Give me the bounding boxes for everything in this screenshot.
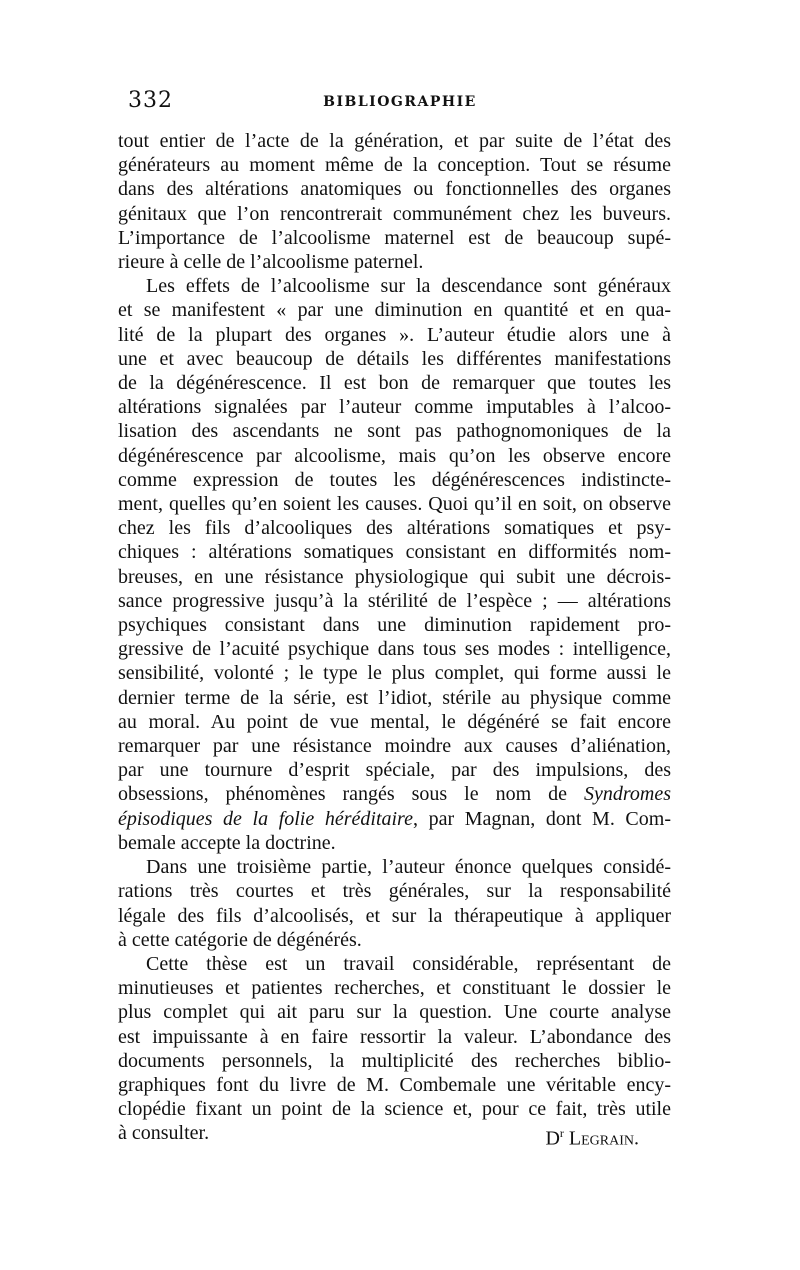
- text-line: une et avec beaucoup de détails les différentes manifestations: [118, 347, 671, 370]
- text-line: Les effets de l’alcoolisme sur la descendance sont généraux: [146, 275, 671, 298]
- text-line: et se manifestent « par une diminution en quantité et en qua-: [118, 299, 671, 322]
- text-line: remarquer par une résistance moindre aux causes d’aliénation,: [118, 735, 671, 758]
- text-line: plus complet qui ait paru sur la question. Une courte analyse: [118, 1001, 671, 1024]
- text-line: sensibilité, volonté ; le type le plus complet, qui forme aussi le: [118, 662, 671, 685]
- text-line: gressive de l’acuité psychique dans tous ses modes : intelligence,: [118, 638, 671, 661]
- signature-line: [118, 1121, 671, 1151]
- text-line: Dans une troisième partie, l’auteur énonce quelques considé-: [146, 856, 671, 879]
- text-line: lité de la plupart des organes ». L’auteur étudie alors une à: [118, 323, 671, 346]
- text-line: est impuissante à en faire ressortir la valeur. L’abondance des: [118, 1025, 671, 1048]
- text-line: altérations signalées par l’auteur comme imputables à l’alcoo-: [118, 396, 671, 419]
- text-line: générateurs au moment même de la conception. Tout se résume: [118, 154, 671, 177]
- text-line: dans des altérations anatomiques ou fonctionnelles des organes: [118, 178, 671, 201]
- text-line: génitaux que l’on rencontrerait communément chez les buveurs.: [118, 202, 671, 225]
- text-line: comme expression de toutes les dégénérescences indistincte-: [118, 468, 671, 491]
- text-line: dégénérescence par alcoolisme, mais qu’on les observe encore: [118, 444, 671, 467]
- text-line: graphiques font du livre de M. Combemale une véritable ency-: [118, 1073, 671, 1096]
- author-title: D: [545, 1127, 560, 1150]
- text-line: [118, 807, 671, 831]
- text-line: légale des fils d’alcoolisés, et sur la thérapeutique à appliquer: [118, 904, 671, 927]
- italic-text: Syndromes: [583, 783, 672, 806]
- text-line: bemale accepte la doctrine.: [118, 831, 336, 854]
- author-name: Legrain.: [568, 1127, 639, 1150]
- text-line: breuses, en une résistance physiologique qui subit une décrois-: [118, 565, 671, 588]
- text-line: lisation des ascendants ne sont pas pathognomoniques de la: [118, 420, 671, 443]
- running-title: BIBLIOGRAPHIE: [323, 94, 477, 110]
- text-line: sance progressive jusqu’à la stérilité de l’espèce ; — altérations: [118, 589, 671, 612]
- text-segment: à consulter.: [118, 1122, 210, 1145]
- text-line: à cette catégorie de dégénérés.: [118, 928, 362, 951]
- italic-text: épisodiques de la folie héréditaire: [118, 807, 413, 830]
- text-line: de la dégénérescence. Il est bon de remarquer que toutes les: [118, 372, 671, 395]
- text-line: ment, quelles qu’en soient les causes. Quoi qu’il en soit, on observe: [118, 493, 671, 516]
- page-number: 332: [128, 88, 173, 113]
- text-segment: obsessions, phénomènes rangés sous le nom de: [118, 783, 567, 806]
- body-text: [118, 129, 671, 1151]
- text-line: rations très courtes et très générales, sur la responsabilité: [118, 880, 671, 903]
- text-line: chiques : altérations somatiques consistant en difformités nom-: [118, 541, 671, 564]
- text-line: chez les fils d’alcooliques des altérations somatiques et psy-: [118, 517, 671, 540]
- text-line: par une tournure d’esprit spéciale, par des impulsions, des: [118, 759, 671, 782]
- text-line: au moral. Au point de vue mental, le dégénéré se fait encore: [118, 710, 671, 733]
- text-line: clopédie fixant un point de la science et, pour ce fait, très utile: [118, 1098, 671, 1121]
- text-segment: , par Magnan, dont M. Com-: [412, 807, 671, 830]
- text-line: dernier terme de la série, est l’idiot, stérile au physique comme: [118, 686, 671, 709]
- text-line: psychiques consistant dans une diminution rapidement pro-: [118, 614, 671, 637]
- text-line: rieure à celle de l’alcoolisme paternel.: [118, 251, 424, 274]
- author-title-suffix: r: [559, 1126, 564, 1141]
- author-signature: [545, 1121, 671, 1151]
- text-line: minutieuses et patientes recherches, et constituant le dossier le: [118, 977, 671, 1000]
- text-line: Cette thèse est un travail considérable, représentant de: [146, 952, 671, 975]
- text-line: [118, 782, 671, 806]
- text-line: L’importance de l’alcoolisme maternel est de beaucoup supé-: [118, 226, 671, 249]
- text-line: documents personnels, la multiplicité des recherches biblio-: [118, 1049, 671, 1072]
- text-line: tout entier de l’acte de la génération, et par suite de l’état des: [118, 130, 671, 152]
